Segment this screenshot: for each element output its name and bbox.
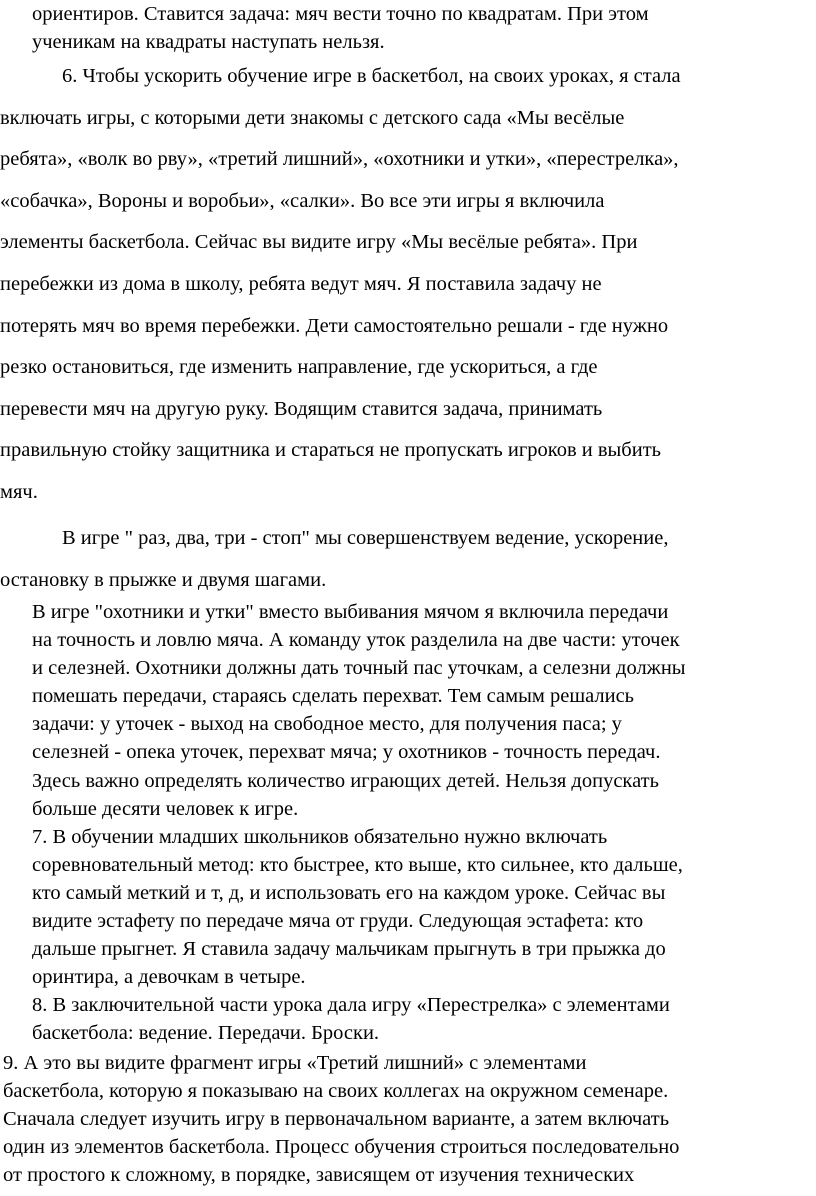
text-line: «собачка», Вороны и воробьи», «салки». Во все эти игры я включила — [0, 189, 605, 212]
text-line: больше десяти человек к игре. — [32, 797, 299, 820]
text-line: баскетбола: ведение. Передачи. Броски. — [32, 1022, 380, 1045]
text-line: 9. А это вы видите фрагмент игры «Третий лишний» с элементами — [3, 1052, 587, 1074]
text-line: и селезней. Охотники должны дать точный пас уточкам, а селезни должны — [32, 657, 686, 680]
text-line: элементы баскетбола. Сейчас вы видите игру «Мы весёлые ребята». При — [0, 231, 638, 254]
text-line: остановку в прыжке и двумя шагами. — [0, 568, 327, 591]
text-line: Здесь важно определять количество играющих детей. Нельзя допускать — [32, 769, 659, 792]
text-line: 8. В заключительной части урока дала игру «Перестрелка» с элементами — [32, 994, 670, 1017]
text-line: 6. Чтобы ускорить обучение игре в баскетбол, на своих уроках, я стала — [62, 65, 681, 87]
text-line: оринтира, а девочкам в четыре. — [32, 966, 306, 989]
paragraph-raz-dva-tri — [0, 518, 668, 601]
text-line: задачи: у уточек - выход на свободное место, для получения паса; у — [32, 713, 622, 736]
text-line: один из элементов баскетбола. Процесс обучения строиться последовательно — [3, 1136, 680, 1159]
text-line: кто самый меткий и т, д, и использовать его на каждом уроке. Сейчас вы — [32, 881, 666, 904]
text-line: перевести мяч на другую руку. Водящим ставится задача, принимать — [0, 397, 603, 420]
paragraph-okhotniki-i-utki — [32, 598, 686, 1048]
text-line: ориентиров. Ставится задача: мяч вести точно по квадратам. При этом — [32, 3, 649, 25]
text-line: В игре "охотники и утки" вместо выбивания мячом я включила передачи — [32, 601, 669, 623]
text-line: резко остановиться, где изменить направление, где ускориться, а где — [0, 356, 598, 379]
text-line: перебежки из дома в школу, ребята ведут мяч. Я поставила задачу не — [0, 272, 602, 295]
text-line: потерять мяч во время перебежки. Дети самостоятельно решали - где нужно — [0, 314, 669, 337]
text-line: В игре " раз, два, три - стоп" мы совершенствуем ведение, ускорение, — [62, 527, 669, 549]
text-line: баскетбола, которую я показываю на своих коллегах на окружном семенаре. — [3, 1080, 669, 1103]
text-line: включать игры, с которыми дети знакомы с детского сада «Мы весёлые — [0, 106, 625, 129]
text-line: помешать передачи, стараясь сделать перехват. Тем самым решались — [32, 685, 635, 708]
text-line: Сначала следует изучить игру в первоначальном варианте, а затем включать — [3, 1108, 670, 1131]
text-line: соревновательный метод: кто быстрее, кто выше, кто сильнее, кто дальше, — [32, 853, 683, 876]
text-line: ребята», «волк во рву», «третий лишний», «охотники и утки», «перестрелка», — [0, 148, 679, 171]
text-line: селезней - опека уточек, перехват мяча; у охотников - точность передач. — [32, 741, 661, 764]
text-line: 7. В обучении младших школьников обязательно нужно включать — [32, 825, 608, 848]
paragraph-item-9 — [3, 1049, 679, 1189]
paragraph-item-6 — [0, 56, 681, 514]
text-line: от простого к сложному, в порядке, зависящем от изучения технических — [3, 1164, 635, 1187]
text-line: правильную стойку защитника и стараться не пропускать игроков и выбить — [0, 439, 662, 462]
text-line: на точность и ловлю мяча. А команду уток разделила на две части: уточек — [32, 629, 680, 652]
paragraph-orientiry — [32, 0, 649, 56]
text-line: мяч. — [0, 480, 38, 503]
text-line: видите эстафету по передаче мяча от груди. Следующая эстафета: кто — [32, 910, 644, 933]
text-line: ученикам на квадраты наступать нельзя. — [32, 31, 385, 53]
text-line: дальше прыгнет. Я ставила задачу мальчикам прыгнуть в три прыжка до — [32, 938, 666, 961]
